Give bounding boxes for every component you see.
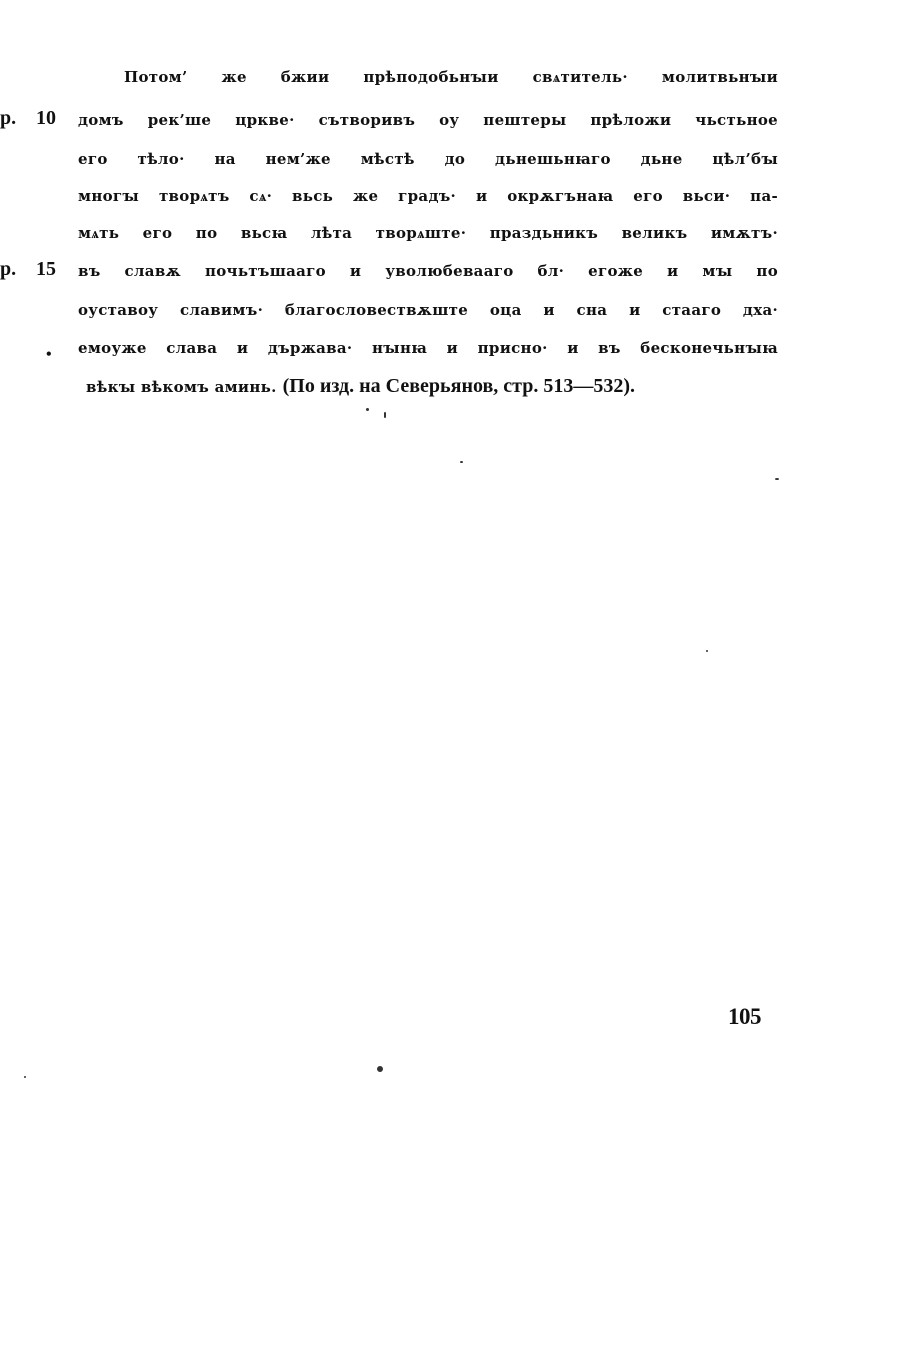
ink-speck [706,650,708,652]
text-line-1: Потом’ же бжии прѣподобьнꙑи свѧтитель· молитвьнꙑи [124,68,778,86]
margin-label-r-10: р. [0,107,17,129]
ink-speck [24,1076,26,1078]
text-line-8: емоуже слава и държава· нꙑнꙗ и присно· и въ бесконечьнꙑꙗ [78,339,778,357]
text-line-6: въ славѫ почьтъшааго и уволюбевааго бл· егоже и мꙑ по [78,262,778,280]
ink-speck [384,412,386,418]
ink-dot [377,1066,383,1072]
margin-number-10: 10 [36,107,56,129]
text-line-3: его тѣло· на нем’же мѣстѣ до дьнешьнꙗго дьне цѣл’бꙑ [78,150,778,168]
page-number: 105 [728,1004,761,1029]
text-line-5: мѧть его по вьсꙗ лѣта творѧште· праздьникъ великъ имѫтъ· [78,224,778,242]
margin-number-15: 15 [36,258,56,280]
ink-speck [460,461,463,463]
text-line-9 [86,375,635,398]
text-line-7: оуставоу славимъ· благословествѫште оца и сна и стааго дха· [78,301,778,319]
source-citation: (По изд. на Северьянов, стр. 513—532). [282,375,635,397]
text-line-4: многꙑ творѧтъ сѧ· вьсь же градъ· и окрѫгънаꙗ его вьси· па- [78,187,778,205]
ink-speck [366,408,369,411]
ink-speck [775,478,779,480]
margin-label-r-15: р. [0,258,17,280]
text-line-9-body: вѣкꙑ вѣкомъ аминь. [86,378,277,396]
text-line-2: домъ рек’ше цркве· сътворивъ оу пештеры прѣложи чьстьное [78,111,778,129]
side-bullet: • [46,346,52,363]
